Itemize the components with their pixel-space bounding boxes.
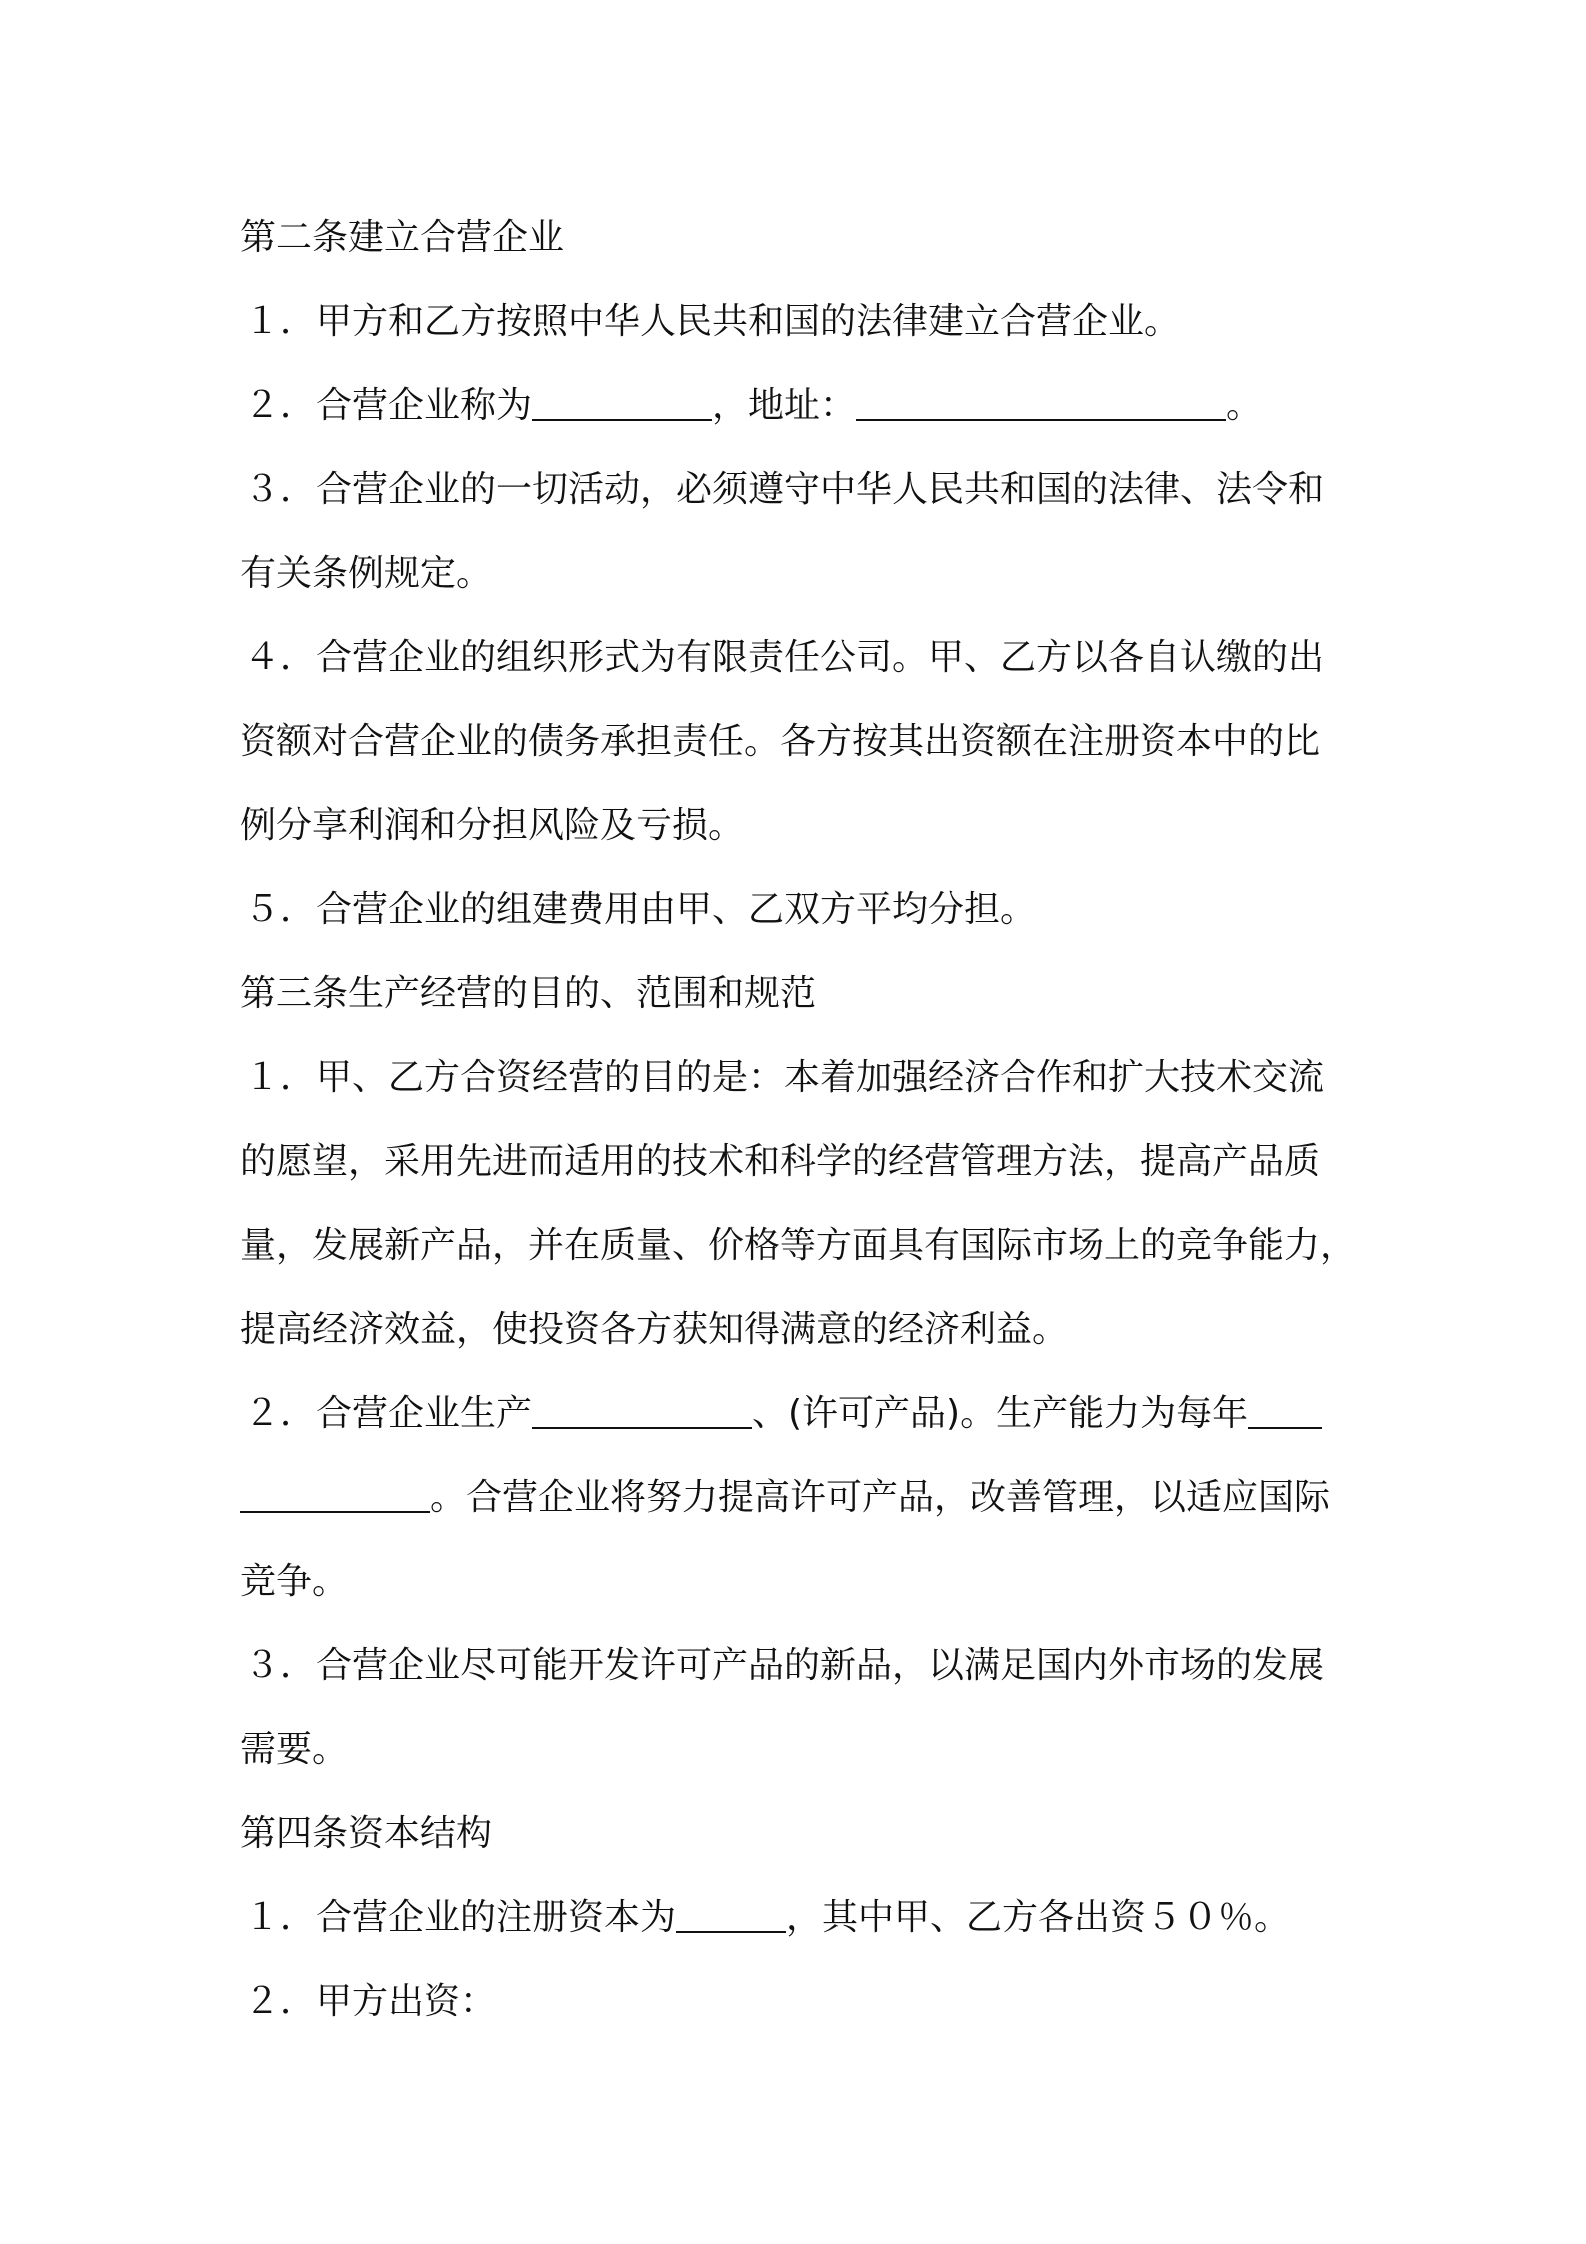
capacity-blank-end [240, 1481, 430, 1513]
address-blank [856, 389, 1226, 421]
article-4-clause-1 [240, 1876, 1360, 1960]
article-3-clause-2-line-2 [240, 1456, 1360, 1540]
article-3-clause-1-line-1: １．甲、乙方合资经营的目的是：本着加强经济合作和扩大技术交流 [244, 1057, 1325, 1098]
clause-text: ２．合营企业生产 [244, 1393, 533, 1434]
article-3-clause-3-line-2: 需要。 [240, 1729, 349, 1770]
article-2-clause-5: ５．合营企业的组建费用由甲、乙双方平均分担。 [244, 889, 1037, 930]
article-3-clause-1-line-4: 提高经济效益，使投资各方获知得满意的经济利益。 [240, 1309, 1069, 1350]
article-2-clause-4-line-3: 例分享利润和分担风险及亏损。 [240, 805, 745, 846]
clause-text: 。合营企业将努力提高许可产品，改善管理，以适应国际 [430, 1477, 1331, 1518]
article-4-heading: 第四条资本结构 [240, 1813, 493, 1854]
clause-text: ，地址： [712, 385, 857, 426]
capacity-blank-start [1248, 1397, 1322, 1429]
article-4-clause-2: ２．甲方出资： [244, 1981, 497, 2022]
document-page [240, 196, 1360, 2044]
article-2-clause-2 [240, 364, 1360, 448]
registered-capital-blank [676, 1901, 786, 1933]
article-2-clause-3-line-1: ３．合营企业的一切活动，必须遵守中华人民共和国的法律、法令和 [244, 469, 1325, 510]
article-2-heading: 第二条建立合营企业 [240, 217, 565, 258]
product-blank [532, 1397, 752, 1429]
article-3-clause-2-line-1 [240, 1372, 1360, 1456]
article-2-clause-4-line-2: 资额对合营企业的债务承担责任。各方按其出资额在注册资本中的比 [240, 721, 1321, 762]
article-2-clause-1: １．甲方和乙方按照中华人民共和国的法律建立合营企业。 [244, 301, 1181, 342]
company-name-blank [532, 389, 712, 421]
clause-text: ２．合营企业称为 [244, 385, 533, 426]
clause-text: ，其中甲、乙方各出资５０％。 [786, 1897, 1291, 1938]
article-3-clause-2-line-3: 竞争。 [240, 1561, 349, 1602]
clause-text: 。 [1226, 385, 1263, 426]
clause-text: １．合营企业的注册资本为 [244, 1897, 677, 1938]
clause-text: 、(许可产品)。生产能力为每年 [752, 1393, 1249, 1434]
article-3-clause-3-line-1: ３．合营企业尽可能开发许可产品的新品，以满足国内外市场的发展 [244, 1645, 1325, 1686]
article-3-clause-1-line-3: 量，发展新产品，并在质量、价格等方面具有国际市场上的竞争能力， [240, 1225, 1357, 1266]
article-2-clause-3-line-2: 有关条例规定。 [240, 553, 493, 594]
article-2-clause-4-line-1: ４．合营企业的组织形式为有限责任公司。甲、乙方以各自认缴的出 [244, 637, 1325, 678]
article-3-heading: 第三条生产经营的目的、范围和规范 [240, 973, 817, 1014]
article-3-clause-1-line-2: 的愿望，采用先进而适用的技术和科学的经营管理方法，提高产品质 [240, 1141, 1321, 1182]
